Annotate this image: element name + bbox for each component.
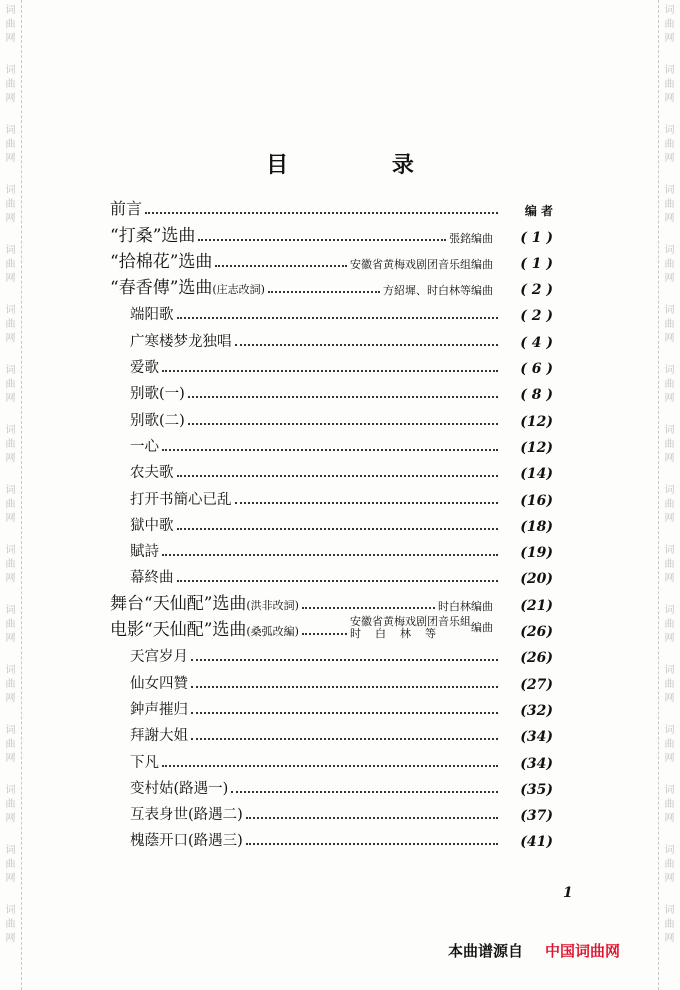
- entry-title-text: “春香傳”选曲: [110, 278, 213, 299]
- entry-title: [110, 488, 232, 509]
- watermark-unit: [6, 604, 16, 664]
- entry-page: (26): [520, 624, 553, 641]
- arranger-line-2: 时白林等: [350, 627, 450, 641]
- toc-entry[interactable]: [110, 430, 553, 456]
- toc-entry[interactable]: [110, 745, 553, 771]
- watermark-unit: [665, 364, 675, 424]
- entry-title-text: 农夫歌: [130, 465, 174, 482]
- entry-title: [110, 409, 185, 430]
- toc-entry[interactable]: [110, 666, 553, 692]
- watermark-char: 曲: [664, 559, 675, 570]
- entry-title-text: 一心: [130, 438, 159, 455]
- toc-entry[interactable]: [110, 798, 553, 824]
- source-prefix: 本曲谱源自: [448, 942, 524, 960]
- watermark-unit: [6, 424, 16, 484]
- watermark-char: 网: [5, 633, 16, 644]
- watermark-char: 网: [664, 333, 675, 344]
- leader-dots: [191, 686, 498, 688]
- entry-title-text: “打桑”选曲: [110, 225, 196, 246]
- entry-title: [110, 803, 243, 824]
- watermark-char: 网: [5, 933, 16, 944]
- watermark-char: 网: [5, 813, 16, 824]
- watermark-char: 词: [5, 185, 16, 196]
- watermark-char: 曲: [5, 559, 16, 570]
- watermark-char: 曲: [664, 199, 675, 210]
- entry-note: (洪非改詞): [246, 598, 299, 612]
- watermark-char: 曲: [664, 739, 675, 750]
- watermark-unit: [6, 664, 16, 724]
- watermark-unit: [665, 424, 675, 484]
- leader-dots: [268, 291, 380, 293]
- entry-title: [110, 461, 174, 482]
- watermark-char: 曲: [5, 19, 16, 30]
- watermark-char: 词: [664, 665, 675, 676]
- watermark-char: 网: [5, 93, 16, 104]
- watermark-char: 词: [664, 605, 675, 616]
- entry-page: (32): [520, 702, 553, 719]
- entry-page: (37): [520, 808, 553, 825]
- watermark-char: 网: [664, 873, 675, 884]
- entry-page: (41): [520, 834, 553, 851]
- entry-title-text: 爱歌: [130, 360, 159, 377]
- toc-entry[interactable]: [110, 377, 553, 403]
- watermark-char: 曲: [664, 19, 675, 30]
- entry-title-text: 别歌(二): [130, 412, 185, 429]
- leader-dots: [177, 580, 499, 582]
- watermark-char: 词: [5, 605, 16, 616]
- entry-title-text: “拾棉花”选曲: [110, 251, 213, 272]
- entry-title: [110, 751, 159, 772]
- entry-arranger: 張銘编曲: [449, 231, 493, 245]
- entry-title-text: 别歌(一): [130, 386, 185, 403]
- toc-entry[interactable]: [110, 246, 553, 272]
- entry-title: [110, 589, 299, 614]
- watermark-char: 词: [5, 545, 16, 556]
- watermark-char: 曲: [5, 799, 16, 810]
- watermark-char: 网: [5, 693, 16, 704]
- leader-dots: [302, 607, 435, 609]
- entry-title: [110, 247, 212, 272]
- watermark-char: 曲: [664, 619, 675, 630]
- leader-dots: [177, 317, 499, 319]
- leader-dots: [188, 423, 498, 425]
- watermark-unit: [6, 364, 16, 424]
- watermark-char: 网: [664, 753, 675, 764]
- toc-entry[interactable]: [110, 535, 553, 561]
- watermark-char: 词: [664, 125, 675, 136]
- watermark-char: 曲: [664, 259, 675, 270]
- watermark-char: 词: [5, 785, 16, 796]
- watermark-char: 曲: [5, 199, 16, 210]
- watermark-unit: [6, 304, 16, 364]
- leader-dots: [177, 528, 499, 530]
- entry-page: ( 8 ): [520, 387, 553, 404]
- watermark-char: 网: [5, 573, 16, 584]
- watermark-unit: [6, 244, 16, 304]
- watermark-char: 词: [664, 245, 675, 256]
- entry-title-text: 变村姑(路遇一): [130, 780, 229, 797]
- watermark-char: 曲: [5, 379, 16, 390]
- watermark-char: 网: [664, 693, 675, 704]
- watermark-char: 词: [664, 785, 675, 796]
- watermark-char: 网: [5, 753, 16, 764]
- toc-entry[interactable]: [110, 824, 553, 850]
- entry-page: 编 者: [524, 204, 553, 219]
- leader-dots: [145, 212, 498, 214]
- source-footer: [448, 940, 620, 961]
- watermark-char: 曲: [5, 739, 16, 750]
- entry-title-text: 下凡: [130, 754, 159, 771]
- watermark-char: 词: [5, 425, 16, 436]
- entry-title-text: 槐蔭开口(路遇三): [130, 833, 243, 850]
- watermark-char: 曲: [5, 499, 16, 510]
- watermark-char: 网: [5, 513, 16, 524]
- leader-dots: [188, 396, 498, 398]
- watermark-char: 词: [5, 5, 16, 16]
- entry-page: (12): [520, 413, 553, 430]
- entry-title-text: 舞台“天仙配”选曲: [110, 593, 247, 614]
- page-title: 目 录: [266, 152, 462, 178]
- watermark-char: 曲: [5, 79, 16, 90]
- watermark-char: 曲: [5, 319, 16, 330]
- watermark-char: 曲: [5, 139, 16, 150]
- watermark-char: 曲: [664, 799, 675, 810]
- leader-dots: [191, 738, 498, 740]
- watermark-char: 词: [664, 905, 675, 916]
- leader-dots: [235, 502, 499, 504]
- watermark-char: 网: [664, 213, 675, 224]
- watermark-unit: [665, 904, 675, 964]
- entry-page: (21): [520, 597, 553, 614]
- toc-entry[interactable]: [110, 614, 553, 640]
- toc-entry[interactable]: [110, 456, 553, 482]
- watermark-unit: [6, 484, 16, 544]
- watermark-char: 曲: [664, 79, 675, 90]
- leader-dots: [246, 817, 498, 819]
- watermark-char: 曲: [5, 619, 16, 630]
- entry-page: (20): [520, 571, 553, 588]
- watermark-unit: [6, 184, 16, 244]
- watermark-char: 曲: [664, 439, 675, 450]
- entry-arranger: 时白林编曲: [438, 599, 493, 613]
- entry-title-text: 獄中歌: [130, 517, 174, 534]
- toc-entry[interactable]: [110, 561, 553, 587]
- leader-dots: [235, 344, 499, 346]
- watermark-unit: [665, 184, 675, 244]
- watermark-char: 网: [664, 813, 675, 824]
- entry-title: [110, 698, 188, 719]
- watermark-char: 曲: [664, 499, 675, 510]
- leader-dots: [162, 449, 498, 451]
- entry-title: [110, 435, 159, 456]
- entry-page: (35): [520, 781, 553, 798]
- leader-dots: [162, 554, 498, 556]
- watermark-char: 词: [5, 485, 16, 496]
- entry-title-text: 端阳歌: [130, 307, 174, 324]
- watermark-char: 曲: [5, 919, 16, 930]
- watermark-char: 网: [664, 933, 675, 944]
- entry-page: ( 4 ): [520, 334, 553, 351]
- watermark-char: 词: [5, 305, 16, 316]
- entry-page: ( 2 ): [520, 308, 553, 325]
- watermark-char: 词: [5, 905, 16, 916]
- leader-dots: [198, 239, 446, 241]
- entry-title: [110, 330, 232, 351]
- entry-title: [110, 273, 265, 298]
- arranger-suffix: 编曲: [471, 621, 493, 635]
- leader-dots: [231, 791, 498, 793]
- toc-entry[interactable]: [110, 403, 553, 429]
- watermark-unit: [6, 784, 16, 844]
- watermark-char: 网: [664, 93, 675, 104]
- watermark-char: 词: [664, 545, 675, 556]
- watermark-char: 词: [5, 845, 16, 856]
- watermark-char: 词: [664, 365, 675, 376]
- watermark-char: 曲: [5, 679, 16, 690]
- watermark-unit: [665, 664, 675, 724]
- toc-entry[interactable]: [110, 193, 553, 219]
- watermark-char: 网: [664, 513, 675, 524]
- toc-entry[interactable]: [110, 298, 553, 324]
- toc-entry[interactable]: [110, 772, 553, 798]
- watermark-unit: [6, 904, 16, 964]
- watermark-char: 词: [664, 425, 675, 436]
- watermark-char: 词: [664, 185, 675, 196]
- source-brand[interactable]: 中国词曲网: [545, 942, 621, 960]
- watermark-char: 曲: [5, 259, 16, 270]
- watermark-char: 网: [664, 573, 675, 584]
- entry-title-text: 拜謝大姐: [130, 728, 188, 745]
- entry-page: (34): [520, 729, 553, 746]
- watermark-char: 网: [664, 393, 675, 404]
- watermark-unit: [6, 64, 16, 124]
- watermark-unit: [665, 484, 675, 544]
- watermark-unit: [6, 544, 16, 604]
- leader-dots: [162, 765, 498, 767]
- watermark-char: 曲: [664, 859, 675, 870]
- watermark-char: 网: [664, 453, 675, 464]
- watermark-char: 词: [664, 845, 675, 856]
- entry-page: (27): [520, 676, 553, 693]
- watermark-unit: [665, 304, 675, 364]
- watermark-unit: [665, 784, 675, 844]
- watermark-char: 网: [664, 633, 675, 644]
- watermark-char: 网: [5, 453, 16, 464]
- entry-title: [110, 724, 188, 745]
- watermark-char: 曲: [664, 319, 675, 330]
- entry-arranger: 安徽省黄梅戏剧团音乐组编曲: [350, 257, 493, 271]
- entry-title: [110, 829, 243, 850]
- toc-entry[interactable]: [110, 693, 553, 719]
- entry-title-text: 广寒楼梦龙独唱: [130, 333, 232, 350]
- toc-entry[interactable]: [110, 640, 553, 666]
- entry-page: (26): [520, 650, 553, 667]
- leader-dots: [177, 475, 499, 477]
- toc-list: [110, 193, 553, 850]
- watermark-unit: [665, 244, 675, 304]
- toc-entry[interactable]: [110, 219, 553, 245]
- watermark-unit: [6, 4, 16, 64]
- entry-page: (18): [520, 518, 553, 535]
- entry-note: (庄志改詞): [212, 283, 265, 297]
- entry-title: [110, 672, 188, 693]
- entry-title-text: 前言: [110, 199, 143, 219]
- watermark-char: 曲: [664, 919, 675, 930]
- entry-title: [110, 221, 195, 246]
- watermark-char: 网: [5, 393, 16, 404]
- watermark-char: 曲: [664, 379, 675, 390]
- watermark-char: 词: [5, 725, 16, 736]
- watermark-char: 网: [5, 873, 16, 884]
- watermark-unit: [665, 724, 675, 784]
- entry-page: (14): [520, 466, 553, 483]
- watermark-char: 词: [664, 305, 675, 316]
- entry-title-text: 賦詩: [130, 544, 159, 561]
- entry-title: [110, 777, 228, 798]
- watermark-char: 网: [5, 153, 16, 164]
- watermark-char: 网: [5, 333, 16, 344]
- watermark-char: 词: [5, 665, 16, 676]
- entry-page: ( 2 ): [520, 282, 553, 299]
- watermark-char: 词: [5, 65, 16, 76]
- watermark-unit: [665, 4, 675, 64]
- entry-note: (桑弧改編): [246, 625, 299, 639]
- toc-entry[interactable]: [110, 324, 553, 350]
- leader-dots: [215, 265, 347, 267]
- toc-entry[interactable]: [110, 482, 553, 508]
- toc-entry[interactable]: [110, 509, 553, 535]
- toc-entry[interactable]: [110, 272, 553, 298]
- entry-title: [110, 615, 299, 640]
- entry-page: (34): [520, 755, 553, 772]
- watermark-char: 词: [664, 725, 675, 736]
- entry-title-text: 打开书簡心已乱: [130, 491, 232, 508]
- page-number: 1: [563, 885, 573, 901]
- watermark-char: 曲: [5, 859, 16, 870]
- entry-title: [110, 196, 142, 219]
- entry-page: ( 1 ): [520, 255, 553, 272]
- entry-title: [110, 514, 174, 535]
- entry-title: [110, 356, 159, 377]
- entry-arranger: 方紹墀、时白林等编曲: [383, 284, 493, 298]
- entry-title: [110, 382, 185, 403]
- watermark-char: 网: [5, 33, 16, 44]
- arranger-line-1: 安徽省黄梅戏剧团音乐組: [350, 615, 471, 629]
- toc-entry[interactable]: [110, 351, 553, 377]
- entry-title-text: 电影“天仙配”选曲: [110, 620, 247, 641]
- watermark-unit: [6, 844, 16, 904]
- watermark-char: 曲: [5, 439, 16, 450]
- entry-page: ( 1 ): [520, 229, 553, 246]
- watermark-unit: [665, 64, 675, 124]
- entry-page: (16): [520, 492, 553, 509]
- watermark-char: 词: [5, 125, 16, 136]
- watermark-char: 曲: [664, 139, 675, 150]
- toc-entry[interactable]: [110, 719, 553, 745]
- leader-dots: [191, 659, 498, 661]
- watermark-unit: [665, 544, 675, 604]
- entry-page: ( 6 ): [520, 361, 553, 378]
- entry-title: [110, 303, 174, 324]
- entry-title: [110, 566, 174, 587]
- entry-title-text: 天宫岁月: [130, 649, 188, 666]
- entry-title-text: 互表身世(路遇二): [130, 807, 243, 824]
- entry-title-text: 鈡声摧归: [130, 701, 188, 718]
- entry-title-text: 仙女四贊: [130, 675, 188, 692]
- watermark-char: 网: [664, 33, 675, 44]
- leader-dots: [162, 370, 498, 372]
- entry-title-text: 幕終曲: [130, 570, 174, 587]
- watermark-char: 词: [664, 485, 675, 496]
- watermark-char: 网: [5, 273, 16, 284]
- watermark-char: 词: [664, 65, 675, 76]
- watermark-char: 词: [5, 245, 16, 256]
- watermark-char: 网: [664, 153, 675, 164]
- leader-dots: [302, 633, 347, 635]
- leader-dots: [191, 712, 498, 714]
- watermark-char: 词: [5, 365, 16, 376]
- watermark-char: 网: [5, 213, 16, 224]
- watermark-unit: [6, 724, 16, 784]
- entry-title: [110, 645, 188, 666]
- entry-page: (19): [520, 545, 553, 562]
- entry-arranger: [350, 616, 493, 640]
- entry-title: [110, 540, 159, 561]
- watermark-unit: [665, 844, 675, 904]
- watermark-char: 词: [664, 5, 675, 16]
- watermark-char: 网: [664, 273, 675, 284]
- toc-entry[interactable]: [110, 587, 553, 613]
- watermark-char: 曲: [664, 679, 675, 690]
- entry-page: (12): [520, 439, 553, 456]
- watermark-unit: [665, 604, 675, 664]
- leader-dots: [246, 843, 498, 845]
